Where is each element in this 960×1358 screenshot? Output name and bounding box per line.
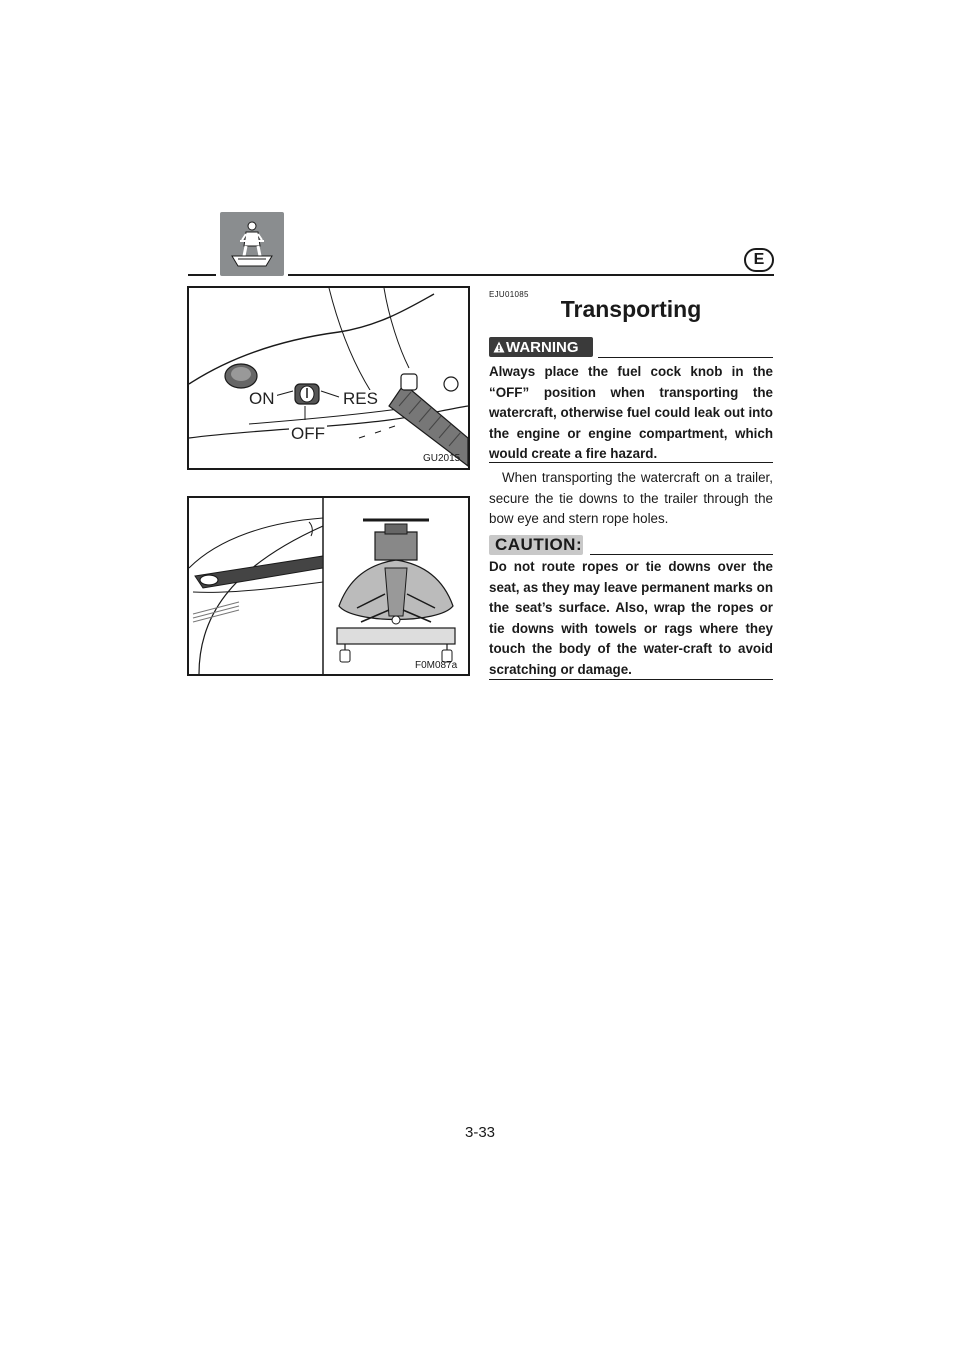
language-badge: E xyxy=(744,248,774,272)
body-text: When transporting the watercraft on a trailer, secure the tie downs to the trailer through the bow eye and stern rope holes. xyxy=(489,470,773,526)
section-code: EJU01085 xyxy=(489,290,529,299)
figure-code: F0M087a xyxy=(415,660,458,671)
caution-rule-top xyxy=(590,554,773,555)
header-rule-right xyxy=(288,274,774,276)
trailer-figure xyxy=(187,496,470,676)
header-rule-left xyxy=(188,274,216,276)
warning-label xyxy=(489,337,593,357)
warning-rule-bottom xyxy=(489,462,773,463)
callout-res: RES xyxy=(343,389,378,408)
caution-label-text: CAUTION: xyxy=(495,535,583,554)
caution-text: Do not route ropes or tie downs over the seat, as they may leave permanent marks on the seat’s surface. Also, wrap the ropes or tie downs with towels or rags where they touch the body of the water-craft to avoid scratching or damage. xyxy=(489,559,773,677)
callout-off: OFF xyxy=(291,424,325,443)
figure-code: GU2015 xyxy=(423,453,461,464)
fuel-cock-figure xyxy=(187,286,470,470)
trailer-drawing xyxy=(189,498,468,674)
caution-rule-bottom xyxy=(489,679,773,680)
page-title: Transporting xyxy=(560,296,702,322)
page-number: 3-33 xyxy=(464,1124,496,1141)
caution-label xyxy=(489,535,583,555)
warning-label-text: WARNING xyxy=(506,338,579,356)
watercraft-rider-icon xyxy=(220,212,284,276)
fuel-cock-drawing xyxy=(189,288,468,468)
warning-triangle-icon xyxy=(493,341,505,353)
warning-text: Always place the fuel cock knob in the “OFF” position when transporting the watercraft, otherwise fuel could leak out into the engine or engine compartment, which would create a fire hazard. xyxy=(489,364,773,461)
warning-rule-top xyxy=(598,357,773,358)
callout-on: ON xyxy=(249,389,275,408)
